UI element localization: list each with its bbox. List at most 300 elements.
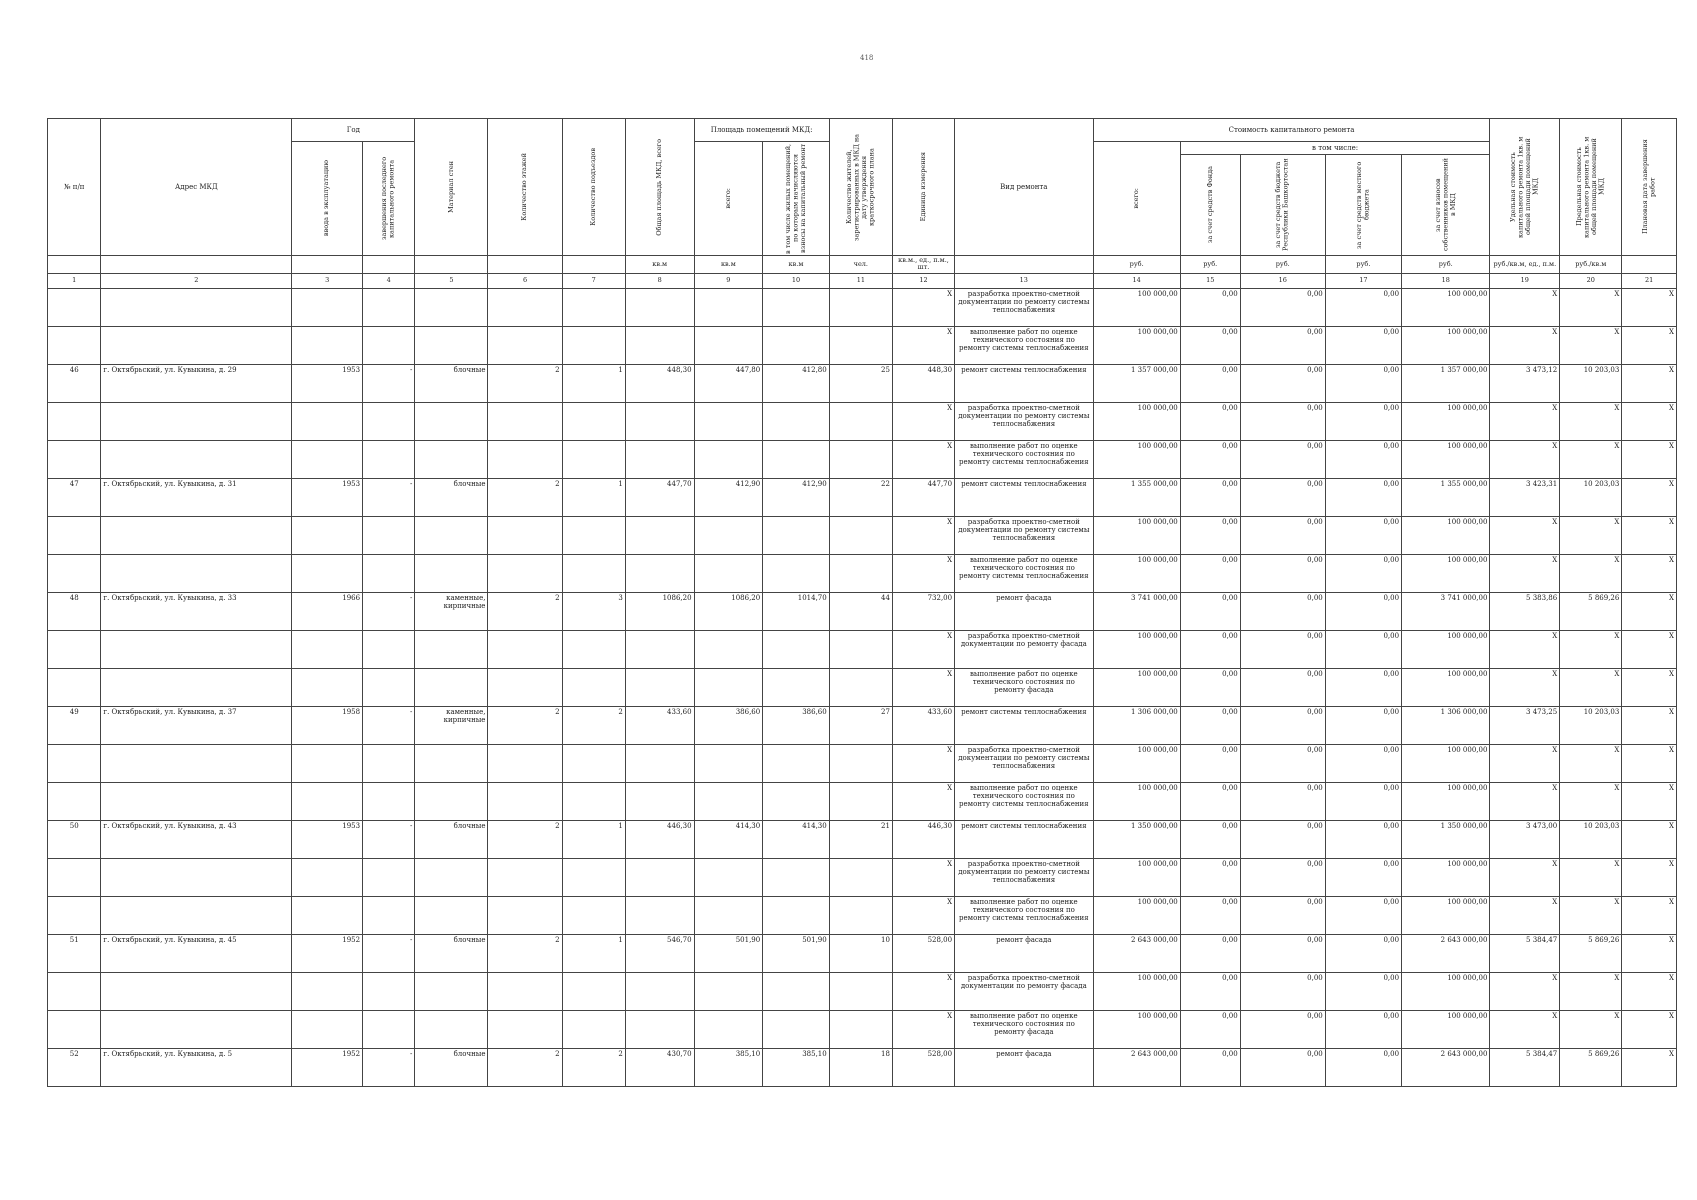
- cell-address: [101, 1010, 292, 1048]
- cell-repair-type: ремонт системы теплоснабжения: [955, 706, 1093, 744]
- cell-wall-material: [415, 516, 488, 554]
- cell-total-area: [625, 858, 694, 896]
- cell-wall-material: блочные: [415, 478, 488, 516]
- unit-cell: кв.м., ед., п.м., шт.: [892, 256, 954, 274]
- header-residents: Количество жителей, зарегистрированных в МКД на дату утверждения краткосрочного плана: [829, 119, 892, 256]
- column-number: 17: [1325, 273, 1401, 288]
- cell-cost-local: 0,00: [1325, 364, 1401, 402]
- cell-address: [101, 630, 292, 668]
- unit-cell: [955, 256, 1093, 274]
- cell-unit-cost: X: [1490, 744, 1560, 782]
- unit-cell: [415, 256, 488, 274]
- cell-entrances: [562, 402, 625, 440]
- cell-year-commission: [292, 782, 363, 820]
- cell-entrances: [562, 554, 625, 592]
- cell-entrances: 2: [562, 1048, 625, 1086]
- cell-residents: [829, 630, 892, 668]
- table-row: [48, 706, 1677, 744]
- cell-premises-total: [694, 744, 763, 782]
- column-number: 9: [694, 273, 763, 288]
- cell-repair-type: ремонт системы теплоснабжения: [955, 364, 1093, 402]
- cell-residents: 18: [829, 1048, 892, 1086]
- cell-cost-owners: 1 357 000,00: [1402, 364, 1490, 402]
- cell-cost-republic: 0,00: [1240, 440, 1325, 478]
- cell-repair-type: выполнение работ по оценке технического состояния по ремонту системы теплоснабжения: [955, 326, 1093, 364]
- cell-cost-fund: 0,00: [1180, 516, 1240, 554]
- cell-unit-cost: X: [1490, 326, 1560, 364]
- cell-unit-cost: X: [1490, 554, 1560, 592]
- cell-premises-contrib: 1014,70: [763, 592, 830, 630]
- cell-wall-material: [415, 554, 488, 592]
- column-number: 3: [292, 273, 363, 288]
- cell-year-last-repair: -: [363, 1048, 415, 1086]
- cell-year-commission: 1952: [292, 934, 363, 972]
- header-plan-date: Плановая дата завершения работ: [1622, 119, 1677, 256]
- header-num: № п/п: [48, 119, 101, 256]
- unit-cell: [101, 256, 292, 274]
- cell-row-number: [48, 744, 101, 782]
- cell-premises-total: 412,90: [694, 478, 763, 516]
- header-unit: Единица измерения: [892, 119, 954, 256]
- cell-cost-republic: 0,00: [1240, 706, 1325, 744]
- cell-premises-total: [694, 516, 763, 554]
- table-row: [48, 1048, 1677, 1086]
- cell-repair-type: выполнение работ по оценке технического состояния по ремонту системы теплоснабжения: [955, 440, 1093, 478]
- column-number: 4: [363, 273, 415, 288]
- cell-residents: [829, 440, 892, 478]
- cell-entrances: [562, 896, 625, 934]
- cell-premises-contrib: [763, 554, 830, 592]
- cell-wall-material: каменные, кирпичные: [415, 592, 488, 630]
- cell-max-cost: X: [1560, 782, 1622, 820]
- column-number: 10: [763, 273, 830, 288]
- cell-premises-total: [694, 858, 763, 896]
- cell-cost-owners: 3 741 000,00: [1402, 592, 1490, 630]
- cell-address: г. Октябрьский, ул. Кувыкина, д. 31: [101, 478, 292, 516]
- cell-cost-republic: 0,00: [1240, 668, 1325, 706]
- cell-max-cost: 10 203,03: [1560, 820, 1622, 858]
- cell-cost-republic: 0,00: [1240, 896, 1325, 934]
- table-row: [48, 402, 1677, 440]
- cell-cost-local: 0,00: [1325, 554, 1401, 592]
- cell-max-cost: 5 869,26: [1560, 592, 1622, 630]
- cell-row-number: [48, 402, 101, 440]
- header-cost-group: Стоимость капитального ремонта: [1093, 119, 1490, 142]
- cell-residents: [829, 782, 892, 820]
- cell-floors: 2: [488, 364, 562, 402]
- cell-cost-owners: 2 643 000,00: [1402, 934, 1490, 972]
- cell-cost-republic: 0,00: [1240, 288, 1325, 326]
- column-number: 2: [101, 273, 292, 288]
- cell-floors: [488, 744, 562, 782]
- cell-cost-local: 0,00: [1325, 896, 1401, 934]
- cell-wall-material: блочные: [415, 364, 488, 402]
- cell-address: г. Октябрьский, ул. Кувыкина, д. 33: [101, 592, 292, 630]
- cell-floors: [488, 554, 562, 592]
- unit-cell: кв.м: [694, 256, 763, 274]
- column-number: 14: [1093, 273, 1180, 288]
- cell-floors: 2: [488, 820, 562, 858]
- cell-cost-owners: 100 000,00: [1402, 972, 1490, 1010]
- table-row: [48, 326, 1677, 364]
- cell-year-last-repair: [363, 402, 415, 440]
- cell-year-commission: 1953: [292, 364, 363, 402]
- cell-unit-cost: 5 383,86: [1490, 592, 1560, 630]
- cell-cost-fund: 0,00: [1180, 972, 1240, 1010]
- cell-max-cost: X: [1560, 668, 1622, 706]
- cell-address: [101, 516, 292, 554]
- cell-address: [101, 554, 292, 592]
- cell-year-last-repair: -: [363, 820, 415, 858]
- cell-year-commission: [292, 288, 363, 326]
- cell-plan-date: X: [1622, 972, 1677, 1010]
- unit-cell: [562, 256, 625, 274]
- cell-cost-fund: 0,00: [1180, 858, 1240, 896]
- cell-floors: [488, 896, 562, 934]
- cell-row-number: 47: [48, 478, 101, 516]
- column-number: 1: [48, 273, 101, 288]
- header-premises-contrib: в том числе жилых помещений, по которым начисляются взносы на капитальный ремонт: [763, 142, 830, 256]
- cell-plan-date: X: [1622, 782, 1677, 820]
- cell-year-commission: [292, 668, 363, 706]
- cell-cost-total: 100 000,00: [1093, 630, 1180, 668]
- cell-total-area: [625, 440, 694, 478]
- header-cost-total: всего:: [1093, 142, 1180, 256]
- cell-cost-owners: 1 306 000,00: [1402, 706, 1490, 744]
- cell-premises-contrib: [763, 744, 830, 782]
- cell-unit-cost: X: [1490, 440, 1560, 478]
- cell-wall-material: [415, 440, 488, 478]
- cell-unit-cost: X: [1490, 630, 1560, 668]
- cell-residents: 25: [829, 364, 892, 402]
- cell-cost-fund: 0,00: [1180, 592, 1240, 630]
- cell-unit-value: X: [892, 402, 954, 440]
- unit-cell: [48, 256, 101, 274]
- header-cost-fund: за счет средств Фонда: [1180, 155, 1240, 256]
- cell-total-area: [625, 782, 694, 820]
- cell-row-number: [48, 288, 101, 326]
- cell-wall-material: [415, 744, 488, 782]
- cell-row-number: [48, 668, 101, 706]
- cell-max-cost: 5 869,26: [1560, 1048, 1622, 1086]
- cell-entrances: 1: [562, 478, 625, 516]
- cell-cost-owners: 1 350 000,00: [1402, 820, 1490, 858]
- table-row: [48, 744, 1677, 782]
- cell-cost-local: 0,00: [1325, 1010, 1401, 1048]
- cell-plan-date: X: [1622, 402, 1677, 440]
- cell-floors: [488, 972, 562, 1010]
- cell-residents: [829, 288, 892, 326]
- cell-unit-cost: X: [1490, 668, 1560, 706]
- header-address: Адрес МКД: [101, 119, 292, 256]
- cell-cost-republic: 0,00: [1240, 592, 1325, 630]
- cell-cost-fund: 0,00: [1180, 630, 1240, 668]
- cell-unit-value: X: [892, 288, 954, 326]
- cell-cost-total: 2 643 000,00: [1093, 934, 1180, 972]
- cell-unit-cost: X: [1490, 402, 1560, 440]
- cell-cost-total: 100 000,00: [1093, 896, 1180, 934]
- cell-plan-date: X: [1622, 630, 1677, 668]
- cell-address: [101, 402, 292, 440]
- cell-plan-date: X: [1622, 1010, 1677, 1048]
- header-max-cost: Предельная стоимость капитального ремонта 1кв. м общей площади помещений МКД: [1560, 119, 1622, 256]
- cell-residents: [829, 744, 892, 782]
- cell-unit-value: X: [892, 326, 954, 364]
- cell-premises-total: [694, 554, 763, 592]
- cell-residents: [829, 668, 892, 706]
- cell-residents: [829, 516, 892, 554]
- cell-residents: [829, 972, 892, 1010]
- cell-total-area: [625, 896, 694, 934]
- cell-entrances: [562, 516, 625, 554]
- cell-address: г. Октябрьский, ул. Кувыкина, д. 43: [101, 820, 292, 858]
- cell-floors: [488, 1010, 562, 1048]
- column-number: 8: [625, 273, 694, 288]
- cell-cost-total: 100 000,00: [1093, 744, 1180, 782]
- cell-cost-local: 0,00: [1325, 820, 1401, 858]
- column-numbers-row: [48, 273, 1677, 288]
- cell-premises-contrib: [763, 402, 830, 440]
- cell-unit-cost: 5 384,47: [1490, 1048, 1560, 1086]
- column-number: 12: [892, 273, 954, 288]
- cell-cost-republic: 0,00: [1240, 1010, 1325, 1048]
- cell-year-commission: [292, 972, 363, 1010]
- cell-cost-fund: 0,00: [1180, 1048, 1240, 1086]
- cell-unit-cost: X: [1490, 782, 1560, 820]
- unit-cell: [363, 256, 415, 274]
- table-row: [48, 288, 1677, 326]
- cell-cost-republic: 0,00: [1240, 326, 1325, 364]
- cell-plan-date: X: [1622, 478, 1677, 516]
- cell-address: [101, 744, 292, 782]
- cell-entrances: [562, 858, 625, 896]
- cell-unit-value: X: [892, 668, 954, 706]
- cell-premises-total: [694, 440, 763, 478]
- cell-unit-cost: X: [1490, 896, 1560, 934]
- cell-cost-fund: 0,00: [1180, 744, 1240, 782]
- cell-total-area: [625, 516, 694, 554]
- cell-premises-total: 1086,20: [694, 592, 763, 630]
- cell-row-number: [48, 1010, 101, 1048]
- cell-total-area: 430,70: [625, 1048, 694, 1086]
- cell-total-area: [625, 1010, 694, 1048]
- cell-year-last-repair: [363, 554, 415, 592]
- cell-premises-contrib: [763, 858, 830, 896]
- cell-cost-republic: 0,00: [1240, 516, 1325, 554]
- capital-repair-table: [47, 118, 1677, 1087]
- cell-year-commission: 1966: [292, 592, 363, 630]
- cell-repair-type: разработка проектно-сметной документации по ремонту фасада: [955, 630, 1093, 668]
- cell-plan-date: X: [1622, 364, 1677, 402]
- cell-premises-contrib: [763, 630, 830, 668]
- cell-floors: 2: [488, 934, 562, 972]
- unit-cell: руб.: [1180, 256, 1240, 274]
- table-row: [48, 820, 1677, 858]
- cell-unit-value: X: [892, 516, 954, 554]
- cell-max-cost: X: [1560, 516, 1622, 554]
- cell-unit-value: X: [892, 1010, 954, 1048]
- cell-year-commission: 1953: [292, 820, 363, 858]
- cell-floors: [488, 288, 562, 326]
- unit-cell: [488, 256, 562, 274]
- cell-max-cost: 10 203,03: [1560, 364, 1622, 402]
- cell-premises-total: 385,10: [694, 1048, 763, 1086]
- cell-max-cost: X: [1560, 1010, 1622, 1048]
- cell-row-number: [48, 440, 101, 478]
- cell-cost-total: 3 741 000,00: [1093, 592, 1180, 630]
- header-cost-republic: за счет средств бюджета Республики Башкортостан: [1240, 155, 1325, 256]
- cell-cost-total: 100 000,00: [1093, 326, 1180, 364]
- cell-entrances: [562, 288, 625, 326]
- cell-plan-date: X: [1622, 858, 1677, 896]
- cell-cost-local: 0,00: [1325, 516, 1401, 554]
- cell-unit-value: 528,00: [892, 1048, 954, 1086]
- cell-total-area: 446,30: [625, 820, 694, 858]
- cell-unit-cost: X: [1490, 516, 1560, 554]
- cell-year-commission: [292, 402, 363, 440]
- column-number: 11: [829, 273, 892, 288]
- cell-plan-date: X: [1622, 288, 1677, 326]
- cell-premises-total: [694, 972, 763, 1010]
- cell-row-number: [48, 326, 101, 364]
- cell-cost-total: 100 000,00: [1093, 782, 1180, 820]
- cell-max-cost: X: [1560, 972, 1622, 1010]
- table-row: [48, 592, 1677, 630]
- cell-entrances: 1: [562, 934, 625, 972]
- cell-cost-owners: 100 000,00: [1402, 554, 1490, 592]
- cell-row-number: 50: [48, 820, 101, 858]
- cell-year-commission: [292, 744, 363, 782]
- cell-residents: [829, 326, 892, 364]
- cell-floors: [488, 326, 562, 364]
- cell-year-last-repair: [363, 858, 415, 896]
- cell-wall-material: [415, 1010, 488, 1048]
- cell-cost-owners: 1 355 000,00: [1402, 478, 1490, 516]
- cell-total-area: [625, 554, 694, 592]
- header-cost-incl: в том числе:: [1180, 142, 1490, 155]
- cell-cost-owners: 100 000,00: [1402, 326, 1490, 364]
- cell-cost-owners: 100 000,00: [1402, 668, 1490, 706]
- cell-cost-total: 100 000,00: [1093, 858, 1180, 896]
- cell-entrances: 3: [562, 592, 625, 630]
- cell-address: г. Октябрьский, ул. Кувыкина, д. 37: [101, 706, 292, 744]
- cell-cost-local: 0,00: [1325, 706, 1401, 744]
- header-premises-total: всего:: [694, 142, 763, 256]
- cell-floors: 2: [488, 1048, 562, 1086]
- cell-entrances: [562, 326, 625, 364]
- cell-wall-material: блочные: [415, 820, 488, 858]
- table-row: [48, 1010, 1677, 1048]
- header-premises-group: Площадь помещений МКД:: [694, 119, 829, 142]
- cell-repair-type: ремонт фасада: [955, 1048, 1093, 1086]
- cell-entrances: 1: [562, 820, 625, 858]
- cell-residents: 44: [829, 592, 892, 630]
- cell-max-cost: X: [1560, 896, 1622, 934]
- cell-residents: [829, 402, 892, 440]
- cell-cost-fund: 0,00: [1180, 820, 1240, 858]
- cell-max-cost: X: [1560, 858, 1622, 896]
- cell-cost-local: 0,00: [1325, 592, 1401, 630]
- cell-cost-total: 1 306 000,00: [1093, 706, 1180, 744]
- cell-cost-republic: 0,00: [1240, 858, 1325, 896]
- header-year-commission: ввода в эксплуатацию: [292, 142, 363, 256]
- cell-unit-cost: 3 473,00: [1490, 820, 1560, 858]
- header-wall-material: Материал стен: [415, 119, 488, 256]
- unit-cell: кв.м: [763, 256, 830, 274]
- cell-address: [101, 668, 292, 706]
- cell-plan-date: X: [1622, 706, 1677, 744]
- cell-unit-cost: 5 384,47: [1490, 934, 1560, 972]
- cell-cost-total: 100 000,00: [1093, 554, 1180, 592]
- cell-cost-fund: 0,00: [1180, 782, 1240, 820]
- cell-repair-type: выполнение работ по оценке технического состояния по ремонту системы теплоснабжения: [955, 782, 1093, 820]
- table-row: [48, 516, 1677, 554]
- cell-cost-fund: 0,00: [1180, 440, 1240, 478]
- cell-premises-total: 447,80: [694, 364, 763, 402]
- cell-cost-total: 1 355 000,00: [1093, 478, 1180, 516]
- cell-premises-total: [694, 782, 763, 820]
- column-number: 15: [1180, 273, 1240, 288]
- cell-max-cost: X: [1560, 630, 1622, 668]
- cell-cost-total: 100 000,00: [1093, 1010, 1180, 1048]
- cell-total-area: [625, 972, 694, 1010]
- cell-entrances: [562, 782, 625, 820]
- cell-entrances: [562, 668, 625, 706]
- cell-cost-fund: 0,00: [1180, 934, 1240, 972]
- cell-year-last-repair: [363, 668, 415, 706]
- cell-row-number: 51: [48, 934, 101, 972]
- cell-total-area: 1086,20: [625, 592, 694, 630]
- cell-cost-fund: 0,00: [1180, 554, 1240, 592]
- unit-cell: руб.: [1402, 256, 1490, 274]
- cell-premises-contrib: [763, 782, 830, 820]
- cell-floors: [488, 782, 562, 820]
- cell-year-last-repair: [363, 440, 415, 478]
- header-year-group: Год: [292, 119, 415, 142]
- column-number: 20: [1560, 273, 1622, 288]
- cell-unit-cost: X: [1490, 858, 1560, 896]
- cell-cost-local: 0,00: [1325, 1048, 1401, 1086]
- cell-year-last-repair: [363, 288, 415, 326]
- cell-cost-owners: 100 000,00: [1402, 744, 1490, 782]
- cell-premises-contrib: [763, 1010, 830, 1048]
- cell-total-area: [625, 402, 694, 440]
- cell-premises-total: 386,60: [694, 706, 763, 744]
- cell-row-number: [48, 896, 101, 934]
- cell-unit-value: 433,60: [892, 706, 954, 744]
- cell-wall-material: [415, 896, 488, 934]
- cell-cost-owners: 100 000,00: [1402, 402, 1490, 440]
- cell-row-number: [48, 972, 101, 1010]
- cell-year-commission: [292, 896, 363, 934]
- cell-wall-material: [415, 326, 488, 364]
- cell-cost-republic: 0,00: [1240, 934, 1325, 972]
- cell-max-cost: 10 203,03: [1560, 706, 1622, 744]
- cell-premises-contrib: [763, 668, 830, 706]
- cell-cost-republic: 0,00: [1240, 744, 1325, 782]
- cell-floors: 2: [488, 706, 562, 744]
- cell-address: [101, 782, 292, 820]
- cell-repair-type: разработка проектно-сметной документации по ремонту системы теплоснабжения: [955, 744, 1093, 782]
- cell-unit-value: X: [892, 554, 954, 592]
- cell-residents: 22: [829, 478, 892, 516]
- cell-year-commission: [292, 630, 363, 668]
- cell-wall-material: блочные: [415, 934, 488, 972]
- unit-cell: чел.: [829, 256, 892, 274]
- cell-cost-republic: 0,00: [1240, 554, 1325, 592]
- cell-wall-material: [415, 402, 488, 440]
- cell-unit-value: X: [892, 744, 954, 782]
